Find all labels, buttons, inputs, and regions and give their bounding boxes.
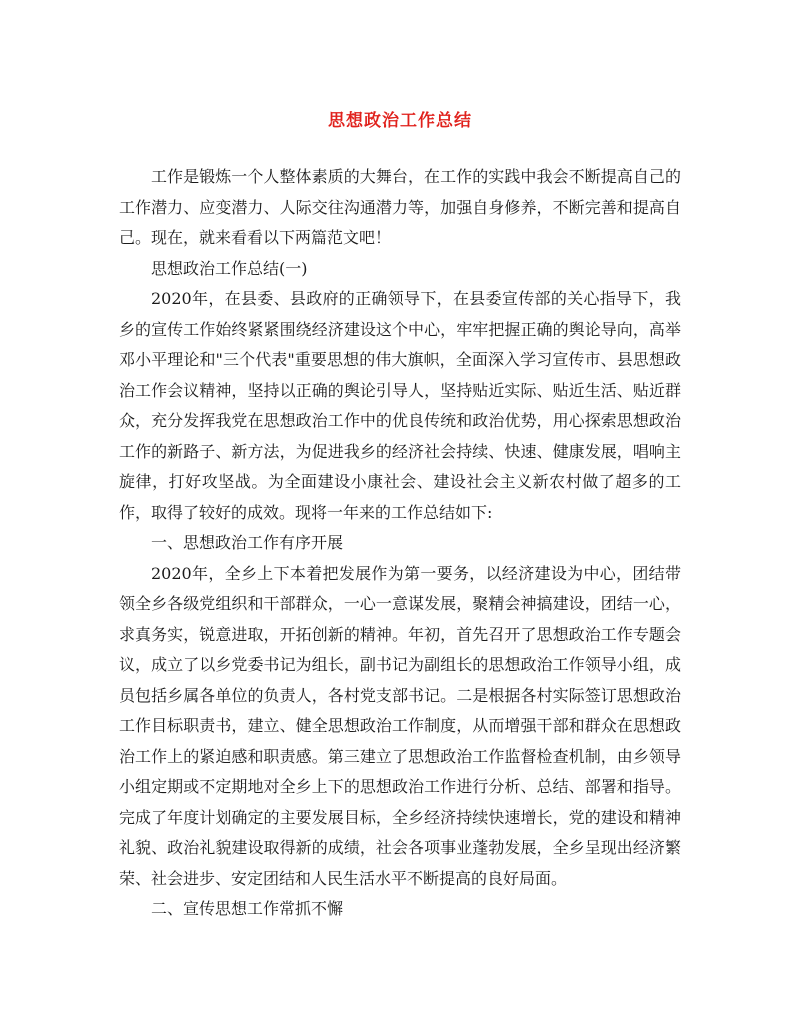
- document-body: [119, 162, 681, 925]
- body-paragraph: 2020年，全乡上下本着把发展作为第一要务，以经济建设为中心，团结带领全乡各级党组织和干部群众，一心一意谋发展，聚精会神搞建设，团结一心，求真务实，锐意进取，开拓创新的精神。年初，首先召开了思想政治工作专题会议，成立了以乡党委书记为组长，副书记为副组长的思想政治工作领导小组，成员包括乡属各单位的负责人，各村党支部书记。二是根据各村实际签订思想政治工作目标职责书，建立、健全思想政治工作制度，从而增强干部和群众在思想政治工作上的紧迫感和职责感。第三建立了思想政治工作监督检查机制，由乡领导小组定期或不定期地对全乡上下的思想政治工作进行分析、总结、部署和指导。完成了年度计划确定的主要发展目标，全乡经济持续快速增长，党的建设和精神礼貌、政治礼貌建设取得新的成绩，社会各项事业蓬勃发展，全乡呈现出经济繁荣、社会进步、安定团结和人民生活水平不断提高的良好局面。: [119, 563, 681, 888]
- body-paragraph: 2020年，在县委、县政府的正确领导下，在县委宣传部的关心指导下，我乡的宣传工作始终紧紧围绕经济建设这个中心，牢牢把握正确的舆论导向，高举邓小平理论和"三个代表"重要思想的伟大旗帜，全面深入学习宣传市、县思想政治工作会议精神，坚持以正确的舆论引导人，坚持贴近实际、贴近生活、贴近群众，充分发挥我党在思想政治工作中的优良传统和政治优势，用心探索思想政治工作的新路子、新方法，为促进我乡的经济社会持续、快速、健康发展，唱响主旋律，打好攻坚战。为全面建设小康社会、建设社会主义新农村做了超多的工作，取得了较好的成效。现将一年来的工作总结如下:: [119, 289, 681, 522]
- section-heading-2: 二、宣传思想工作常抓不懈: [151, 899, 344, 918]
- page-title: 思想政治工作总结: [328, 111, 472, 131]
- intro-paragraph: 工作是锻炼一个人整体素质的大舞台，在工作的实践中我会不断提高自己的工作潜力、应变潜力、人际交往沟通潜力等，加强自身修养，不断完善和提高自己。现在，就来看看以下两篇范文吧！: [119, 167, 681, 247]
- section-heading-summary-one: 思想政治工作总结(一): [151, 258, 308, 278]
- section-heading-1: 一、思想政治工作有序开展: [151, 533, 344, 552]
